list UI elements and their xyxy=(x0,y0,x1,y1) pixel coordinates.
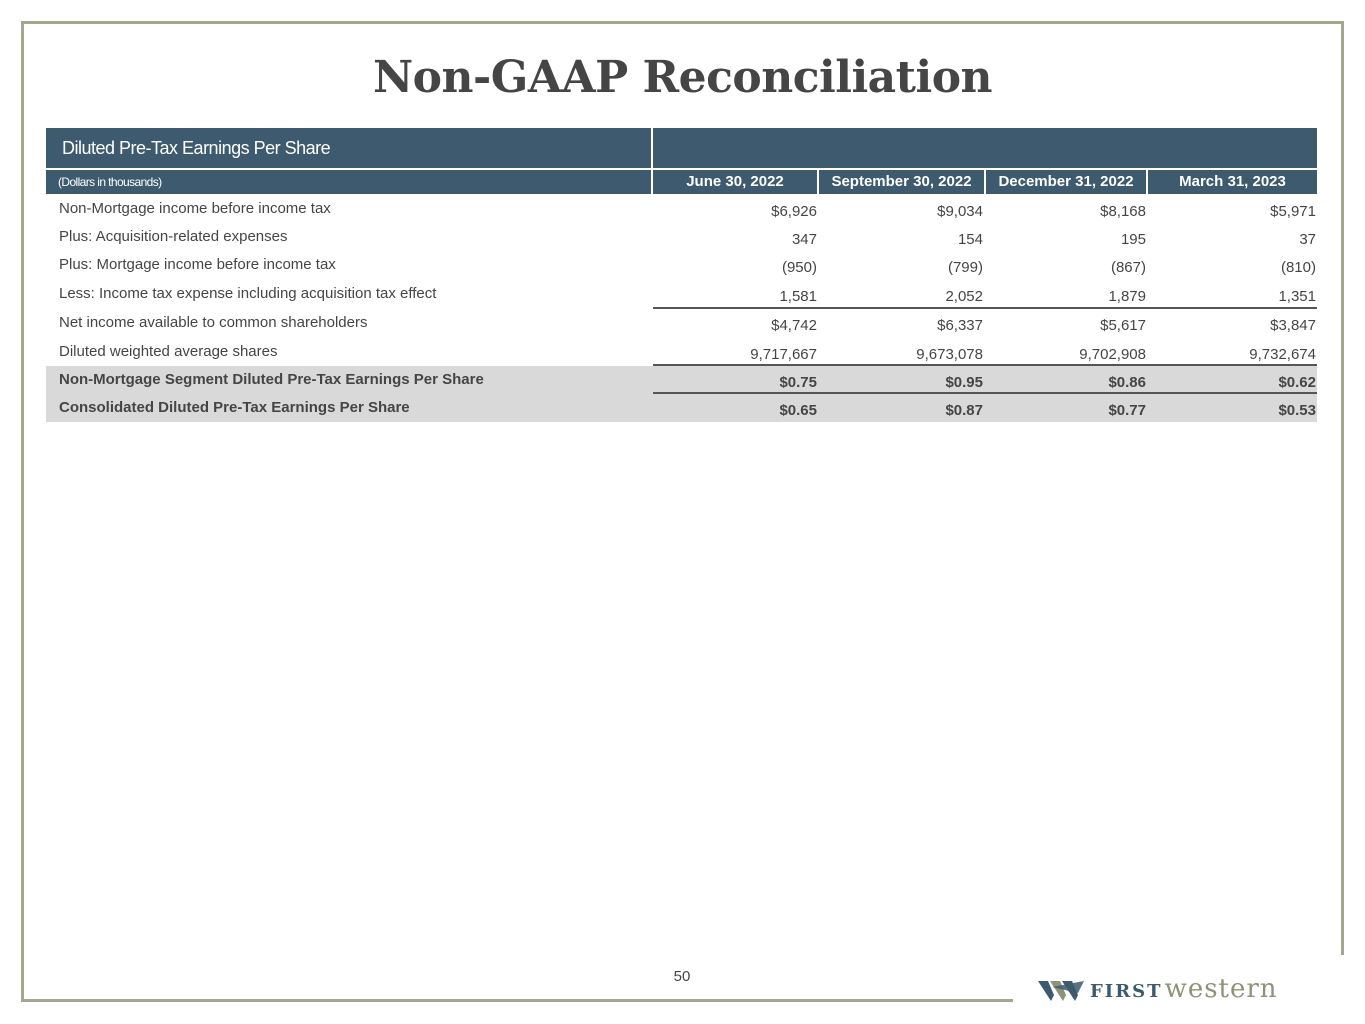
table-cell: 2,052 xyxy=(945,288,983,305)
table-cell: 9,702,908 xyxy=(1079,346,1146,363)
table-cell: 1,351 xyxy=(1278,288,1316,305)
table-cell: 37 xyxy=(1299,231,1316,248)
table-cell: $5,617 xyxy=(1100,317,1146,334)
table-cell: $6,926 xyxy=(771,203,817,220)
table-cell: 1,879 xyxy=(1108,288,1146,305)
logo-w-icon xyxy=(1038,979,1084,1003)
table-cell: $0.62 xyxy=(1278,374,1316,391)
table-cell: $0.87 xyxy=(945,402,983,419)
column-header-q4: March 31, 2023 xyxy=(1179,173,1286,190)
table-cell: $5,971 xyxy=(1270,203,1316,220)
table-cell: (810) xyxy=(1280,259,1316,276)
row-label: Plus: Mortgage income before income tax xyxy=(59,256,336,273)
row-label: Consolidated Diluted Pre-Tax Earnings Per Share xyxy=(59,399,410,416)
table-row xyxy=(46,309,1317,337)
table-heading: Diluted Pre-Tax Earnings Per Share xyxy=(62,138,331,158)
table-cell: $0.53 xyxy=(1278,402,1316,419)
company-logo xyxy=(1038,976,1278,1006)
frame-right-border xyxy=(1341,21,1344,955)
table-cell: (950) xyxy=(781,259,817,276)
table-cell: $0.86 xyxy=(1108,374,1146,391)
table-cell: 9,673,078 xyxy=(916,346,983,363)
table-header xyxy=(46,128,1317,194)
frame-top-border xyxy=(21,21,1344,24)
table-cell: 195 xyxy=(1120,231,1146,248)
row-label: Plus: Acquisition-related expenses xyxy=(59,228,288,245)
page-title: Non-GAAP Reconciliation xyxy=(372,52,993,103)
table-row xyxy=(46,338,1317,366)
eps-rule xyxy=(653,392,1317,394)
table-cell: (867) xyxy=(1110,259,1146,276)
table-cell: 9,717,667 xyxy=(750,346,817,363)
page-number: 50 xyxy=(673,968,691,985)
table-cell: $9,034 xyxy=(937,203,983,220)
frame-bottom-border xyxy=(21,999,1013,1002)
table-row xyxy=(46,280,1317,308)
column-header-q1: June 30, 2022 xyxy=(686,173,784,190)
table-subheading: (Dollars in thousands) xyxy=(58,175,162,189)
table-cell: $6,337 xyxy=(937,317,983,334)
table-cell: 347 xyxy=(791,231,817,248)
column-header-q2: September 30, 2022 xyxy=(831,173,972,190)
table-cell: $0.95 xyxy=(945,374,983,391)
table-row xyxy=(46,195,1317,223)
table-cell: $0.75 xyxy=(779,374,817,391)
row-label: Diluted weighted average shares xyxy=(59,343,278,360)
column-header-q3: December 31, 2022 xyxy=(998,173,1134,190)
row-label: Less: Income tax expense including acquisition tax effect xyxy=(59,285,437,302)
table-cell: 154 xyxy=(957,231,983,248)
row-label: Non-Mortgage income before income tax xyxy=(59,200,331,217)
table-row-highlight xyxy=(46,394,1317,422)
table-row xyxy=(46,223,1317,251)
table-cell: $8,168 xyxy=(1100,203,1146,220)
logo-western-text: western xyxy=(1164,974,1278,1004)
table-cell: 9,732,674 xyxy=(1249,346,1316,363)
table-cell: (799) xyxy=(947,259,983,276)
table-row xyxy=(46,251,1317,279)
table-cell: $0.77 xyxy=(1108,402,1146,419)
row-label: Net income available to common shareholders xyxy=(59,314,368,331)
table-cell: $3,847 xyxy=(1270,317,1316,334)
row-label: Non-Mortgage Segment Diluted Pre-Tax Earnings Per Share xyxy=(59,371,484,388)
table-cell: $0.65 xyxy=(779,402,817,419)
frame-left-border xyxy=(21,21,24,1002)
total-rule xyxy=(653,364,1317,366)
table-cell: 1,581 xyxy=(779,288,817,305)
table-cell: $4,742 xyxy=(771,317,817,334)
logo-first-text: FIRST xyxy=(1090,980,1163,1002)
table-row-highlight xyxy=(46,366,1317,394)
